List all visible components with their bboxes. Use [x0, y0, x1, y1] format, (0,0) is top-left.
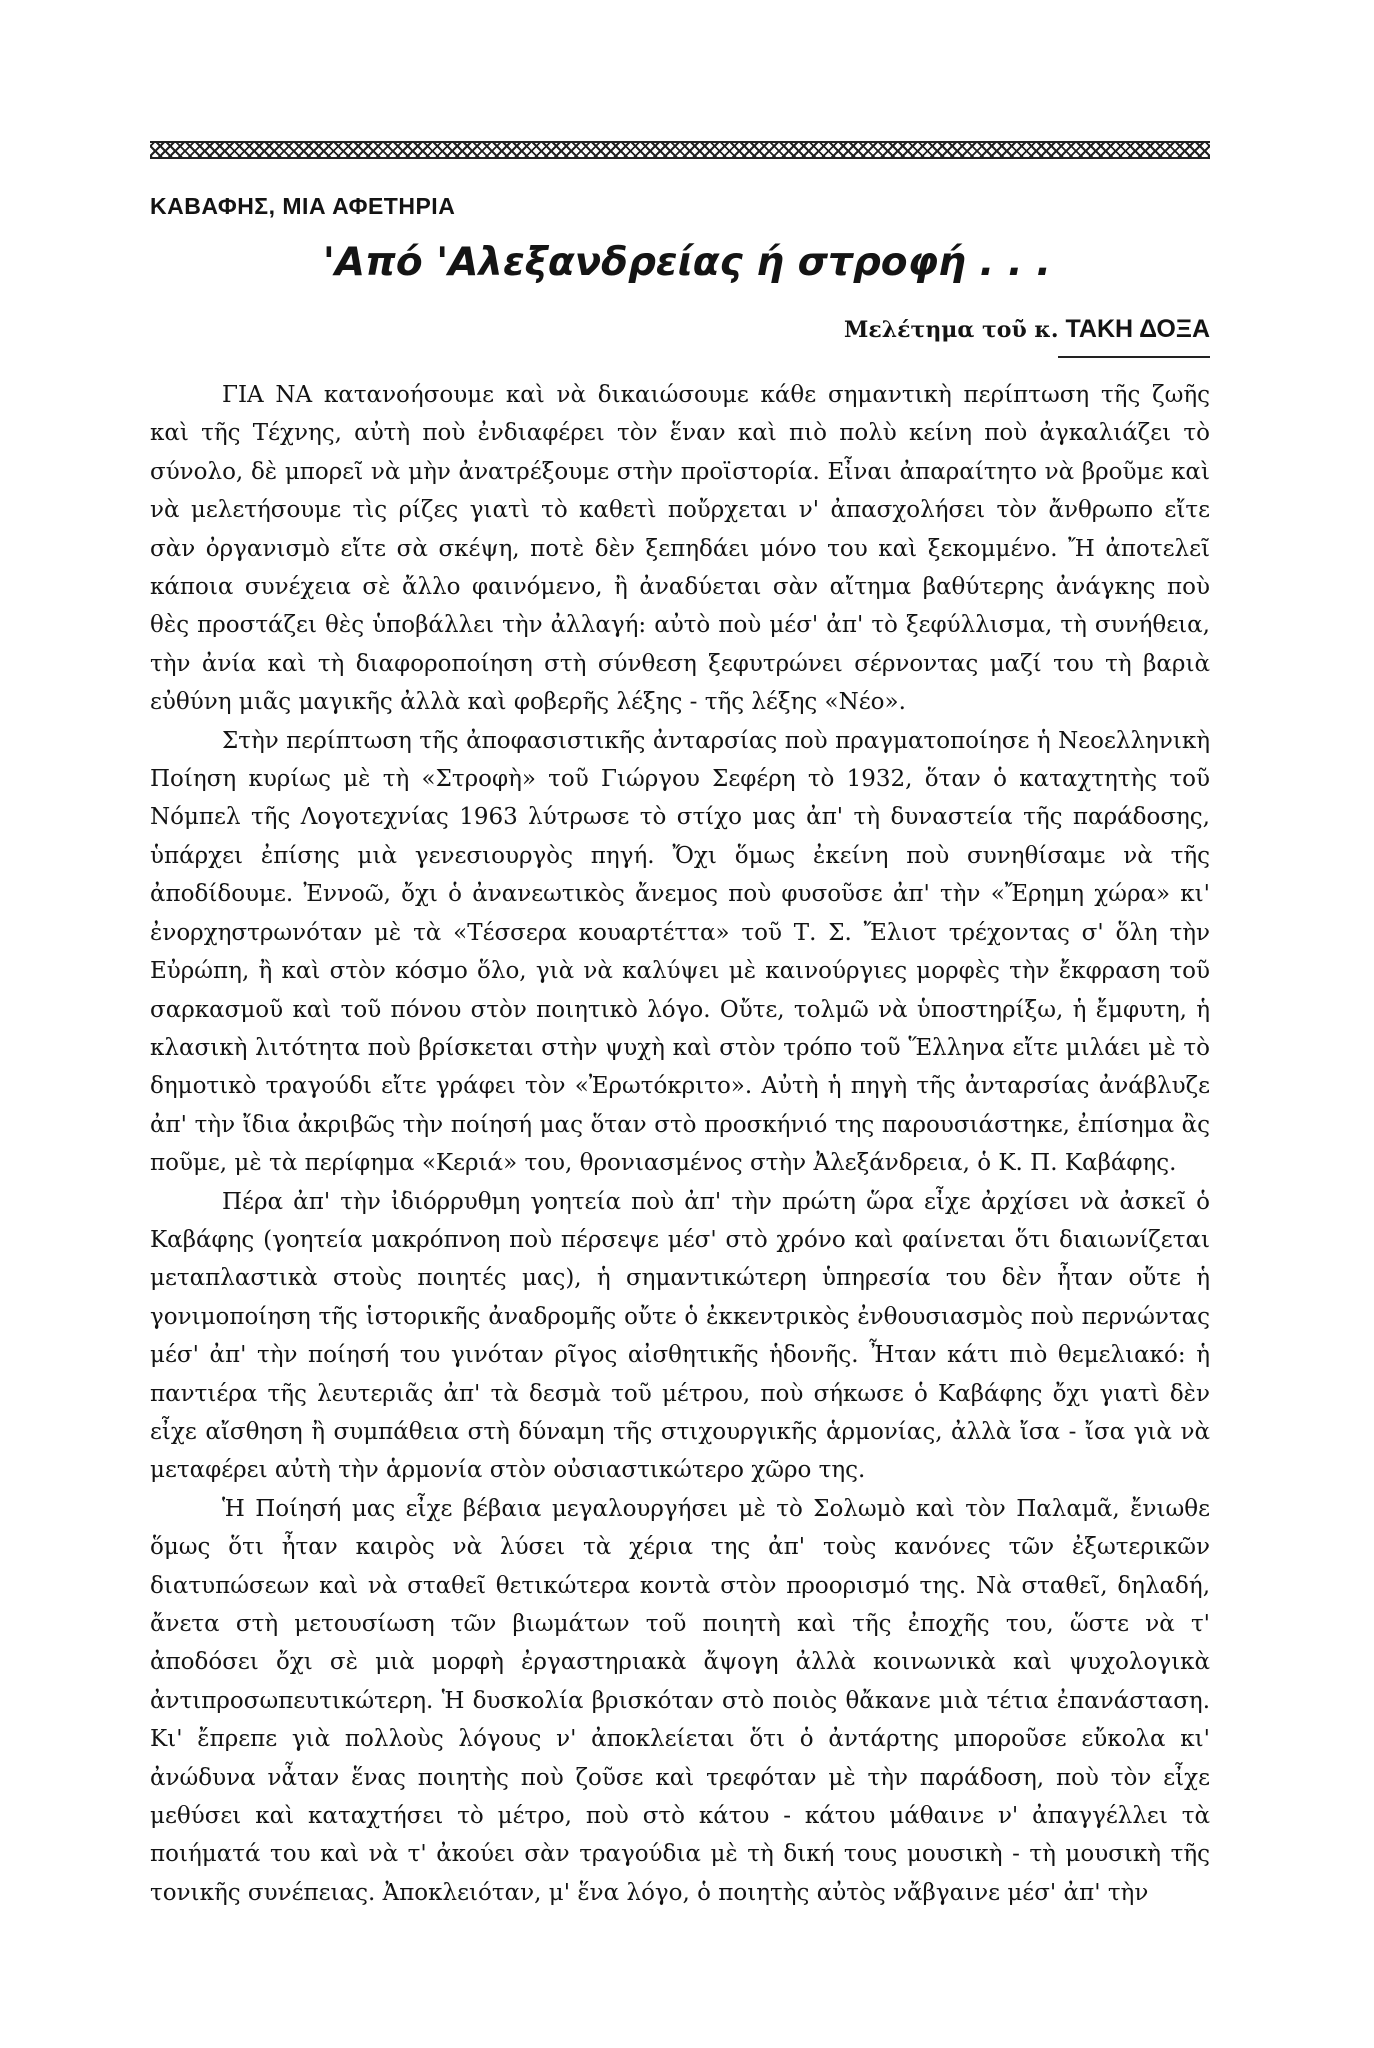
- byline-author: ΤΑΚΗ ΔΟΞΑ: [1065, 315, 1210, 343]
- paragraph: ΓΙΑ ΝΑ κατανοήσουμε καὶ νὰ δικαιώσουμε κάθε σημαντικὴ περίπτωση τῆς ζωῆς καὶ τῆς Τέχνης, αὐτὴ ποὺ ἐνδιαφέρει τὸν ἕναν καὶ πιὸ πολὺ κείνη ποὺ ἀγκαλιάζει τὸ σύνολο, δὲ μπορεῖ νὰ μὴν ἀνατρέξουμε στὴν προϊστορία. Εἶναι ἀπαραίτητο νὰ βροῦμε καὶ νὰ μελετήσουμε τὶς ρίζες γιατὶ τὸ καθετὶ ποὔρχεται ν' ἀπασχολήσει τὸν ἄνθρωπο εἴτε σὰν ὀργανισμὸ εἴτε σὰ σκέψη, ποτὲ δὲν ξεπηδάει μόνο του καὶ ξεκομμένο. Ἤ ἀποτελεῖ κάποια συνέχεια σὲ ἄλλο φαινόμενο, ἢ ἀναδύεται σὰν αἴτημα βαθύτερης ἀνάγκης ποὺ θὲς προστάζει θὲς ὑποβάλλει τὴν ἀλλαγή: αὐτὸ ποὺ μέσ' ἀπ' τὸ ξεφύλλισμα, τὴ συνήθεια, τὴν ἀνία καὶ τὴ διαφοροποίηση στὴ σύνθεση ξεφυτρώνει σέρνοντας μαζί του τὴ βαριὰ εὐθύνη μιᾶς μαγικῆς ἀλλὰ καὶ φοβερῆς λέξης - τῆς λέξης «Νέο».: [150, 382, 1210, 716]
- paragraph: Στὴν περίπτωση τῆς ἀποφασιστικῆς ἀνταρσίας ποὺ πραγματοποίησε ἡ Νεοελληνικὴ Ποίηση κυρίως μὲ τὴ «Στροφὴ» τοῦ Γιώργου Σεφέρη τὸ 1932, ὅταν ὁ καταχτητὴς τοῦ Νόμπελ τῆς Λογοτεχνίας 1963 λύτρωσε τὸ στίχο μας ἀπ' τὴ δυναστεία τῆς παράδοσης, ὑπάρχει ἐπίσης μιὰ γενεσιουργὸς πηγή. Ὄχι ὅμως ἐκείνη ποὺ συνηθίσαμε νὰ τῆς ἀποδίδουμε. Ἐννοῶ, ὄχι ὁ ἀνανεωτικὸς ἄνεμος ποὺ φυσοῦσε ἀπ' τὴν «Ἔρημη χώρα» κι' ἐνορχηστρωνόταν μὲ τὰ «Τέσσερα κουαρτέττα» τοῦ Τ. Σ. Ἔλιοτ τρέχοντας σ' ὅλη τὴν Εὐρώπη, ἢ καὶ στὸν κόσμο ὅλο, γιὰ νὰ καλύψει μὲ καινούργιες μορφὲς τὴν ἔκφραση τοῦ σαρκασμοῦ καὶ τοῦ πόνου στὸν ποιητικὸ λόγο. Οὔτε, τολμῶ νὰ ὑποστηρίξω, ἡ ἔμφυτη, ἡ κλασικὴ λιτότητα ποὺ βρίσκεται στὴν ψυχὴ καὶ στὸν τρόπο τοῦ Ἕλληνα εἴτε μιλάει μὲ τὸ δημοτικὸ τραγούδι εἴτε γράφει τὸν «Ἐρωτόκριτο». Αὐτὴ ἡ πηγὴ τῆς ἀνταρσίας ἀνάβλυζε ἀπ' τὴν ἴδια ἀκριβῶς τὴν ποίησή μας ὅταν στὸ προσκήνιό της παρουσιάστηκε, ἐπίσημα ἂς ποῦμε, μὲ τὰ περίφημα «Κεριά» του, θρονιασμένος στὴν Ἀλεξάνδρεια, ὁ Κ. Π. Καβάφης.: [150, 727, 1210, 1177]
- article-body: [150, 376, 1210, 1912]
- paragraph: Ἡ Ποίησή μας εἶχε βέβαια μεγαλουργήσει μὲ τὸ Σολωμὸ καὶ τὸν Παλαμᾶ, ἔνιωθε ὅμως ὅτι ἦταν καιρὸς νὰ λύσει τὰ χέρια της ἀπ' τοὺς κανόνες τῶν ἐξωτερικῶν διατυπώσεων καὶ νὰ σταθεῖ θετικώτερα κοντὰ στὸν προορισμό της. Νὰ σταθεῖ, δηλαδή, ἄνετα στὴ μετουσίωση τῶν βιωμάτων τοῦ ποιητὴ καὶ τῆς ἐποχῆς του, ὥστε νὰ τ' ἀποδόσει ὄχι σὲ μιὰ μορφὴ ἐργαστηριακὰ ἄψογη ἀλλὰ κοινωνικὰ καὶ ψυχολογικὰ ἀντιπροσωπευτικώτερη. Ἡ δυσκολία βρισκόταν στὸ ποιὸς θἄκανε μιὰ τέτια ἐπανάσταση. Κι' ἔπρεπε γιὰ πολλοὺς λόγους ν' ἀποκλείεται ὅτι ὁ ἀντάρτης μποροῦσε εὔκολα κι' ἀνώδυνα νἆταν ἕνας ποιητὴς ποὺ ζοῦσε καὶ τρεφόταν μὲ τὴν παράδοση, ποὺ τὸν εἶχε μεθύσει καὶ καταχτήσει τὸ μέτρο, ποὺ στὸ κάτου - κάτου μάθαινε ν' ἀπαγγέλλει τὰ ποιήματά του καὶ νὰ τ' ἀκούει σὰν τραγούδια μὲ τὴ δική τους μουσικὴ - τὴ μουσικὴ τῆς τονικῆς συνέπειας. Ἀποκλειόταν, μ' ἕνα λόγο, ὁ ποιητὴς αὐτὸς νἄβγαινε μέσ' ἀπ' τὴν: [150, 1495, 1210, 1906]
- decorative-border: [150, 141, 1210, 159]
- article-title: 'Από 'Αλεξανδρείας ή στροφή . . .: [322, 240, 1052, 285]
- paragraph: Πέρα ἀπ' τὴν ἰδιόρρυθμη γοητεία ποὺ ἀπ' τὴν πρώτη ὥρα εἶχε ἀρχίσει νὰ ἀσκεῖ ὁ Καβάφης (γοητεία μακρόπνοη ποὺ πέρσεψε μέσ' στὸ χρόνο καὶ φαίνεται ὅτι διαιωνίζεται μεταπλαστικὰ στοὺς ποιητές μας), ἡ σημαντικώτερη ὑπηρεσία του δὲν ἦταν οὔτε ἡ γονιμοποίηση τῆς ἱστορικῆς ἀναδρομῆς οὔτε ὁ ἐκκεντρικὸς ἐνθουσιασμὸς ποὺ περνώντας μέσ' ἀπ' τὴν ποίησή του γινόταν ρῖγος αἰσθητικῆς ἡδονῆς. Ἦταν κάτι πιὸ θεμελιακό: ἡ παντιέρα τῆς λευτεριᾶς ἀπ' τὰ δεσμὰ τοῦ μέτρου, ποὺ σήκωσε ὁ Καβάφης ὄχι γιατὶ δὲν εἶχε αἴσθηση ἢ συμπάθεια στὴ δύναμη τῆς στιχουργικῆς ἁρμονίας, ἀλλὰ ἴσα - ἴσα γιὰ νὰ μεταφέρει αὐτὴ τὴν ἁρμονία στὸν οὐσιαστικώτερο χῶρο της.: [150, 1188, 1210, 1484]
- byline-prefix: Μελέτημα τοῦ κ.: [843, 317, 1059, 343]
- byline-rule: [1058, 356, 1210, 358]
- byline: [844, 315, 1210, 344]
- series-heading: ΚΑΒΑΦΗΣ, ΜΙΑ ΑΦΕΤΗΡΙΑ: [150, 193, 456, 219]
